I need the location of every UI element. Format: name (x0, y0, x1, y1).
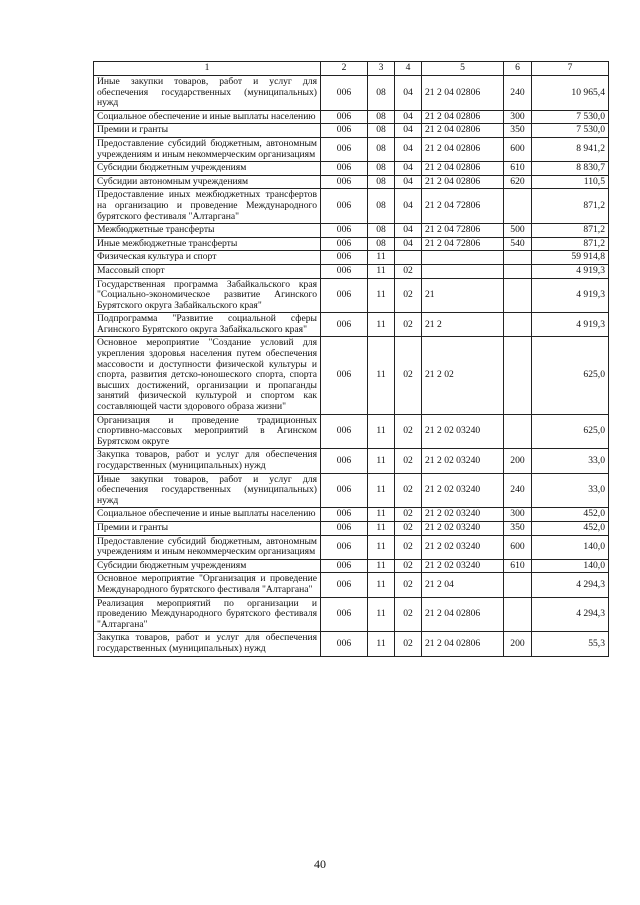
section-code-cell: 11 (368, 264, 395, 278)
subsection-code-cell: 04 (395, 162, 422, 176)
row-name-cell: Премии и гранты (94, 124, 321, 138)
table-row (94, 189, 609, 224)
row-name-cell: Иные закупки товаров, работ и услуг для обеспечения государственных (муниципальных) нужд (94, 473, 321, 508)
ministry-code-cell: 006 (321, 597, 368, 632)
section-code-cell: 08 (368, 137, 395, 161)
row-name-cell: Физическая культура и спорт (94, 251, 321, 265)
row-name-cell: Предоставление субсидий бюджетным, автономным учреждениям и иным некоммерческим организациям (94, 535, 321, 559)
section-code-cell: 08 (368, 189, 395, 224)
target-article-cell: 21 2 02 03240 (422, 414, 504, 449)
subsection-code-cell: 02 (395, 473, 422, 508)
amount-cell: 4 294,3 (532, 597, 609, 632)
amount-cell: 871,2 (532, 237, 609, 251)
ministry-code-cell: 006 (321, 521, 368, 535)
target-article-cell: 21 2 02 03240 (422, 521, 504, 535)
subsection-code-cell: 02 (395, 278, 422, 313)
ministry-code-cell: 006 (321, 224, 368, 238)
header-cell: 1 (94, 62, 321, 76)
subsection-code-cell (395, 251, 422, 265)
row-name-cell: Межбюджетные трансферты (94, 224, 321, 238)
subsection-code-cell: 04 (395, 76, 422, 111)
row-name-cell: Иные закупки товаров, работ и услуг для обеспечения государственных (муниципальных) нужд (94, 76, 321, 111)
subsection-code-cell: 02 (395, 632, 422, 656)
table-row (94, 632, 609, 656)
amount-cell: 140,0 (532, 559, 609, 573)
row-name-cell: Субсидии бюджетным учреждениям (94, 559, 321, 573)
expense-type-cell: 300 (504, 110, 532, 124)
table-row (94, 224, 609, 238)
table-row (94, 521, 609, 535)
target-article-cell: 21 (422, 278, 504, 313)
table-row (94, 337, 609, 414)
subsection-code-cell: 02 (395, 573, 422, 597)
row-name-cell: Предоставление субсидий бюджетным, автономным учреждениям и иным некоммерческим организациям (94, 137, 321, 161)
table-row (94, 278, 609, 313)
section-code-cell: 08 (368, 224, 395, 238)
table-row (94, 449, 609, 473)
table-row (94, 535, 609, 559)
section-code-cell: 08 (368, 124, 395, 138)
budget-table (93, 61, 609, 657)
section-code-cell: 08 (368, 237, 395, 251)
header-cell: 6 (504, 62, 532, 76)
target-article-cell: 21 2 (422, 313, 504, 337)
target-article-cell: 21 2 04 02806 (422, 175, 504, 189)
table-row (94, 124, 609, 138)
expense-type-cell: 600 (504, 535, 532, 559)
header-cell: 3 (368, 62, 395, 76)
row-name-cell: Закупка товаров, работ и услуг для обеспечения государственных (муниципальных) нужд (94, 632, 321, 656)
row-name-cell: Предоставление иных межбюджетных трансфертов на организацию и проведение Международного бурятского фестиваля "Алтаргана" (94, 189, 321, 224)
section-code-cell: 11 (368, 535, 395, 559)
target-article-cell: 21 2 02 (422, 337, 504, 414)
target-article-cell: 21 2 02 03240 (422, 473, 504, 508)
ministry-code-cell: 006 (321, 313, 368, 337)
expense-type-cell: 240 (504, 76, 532, 111)
header-row (94, 62, 609, 76)
expense-type-cell (504, 313, 532, 337)
row-name-cell: Субсидии бюджетным учреждениям (94, 162, 321, 176)
subsection-code-cell: 02 (395, 597, 422, 632)
expense-type-cell: 240 (504, 473, 532, 508)
subsection-code-cell: 04 (395, 110, 422, 124)
table-row (94, 597, 609, 632)
ministry-code-cell: 006 (321, 189, 368, 224)
expense-type-cell (504, 251, 532, 265)
subsection-code-cell: 02 (395, 337, 422, 414)
table-row (94, 76, 609, 111)
subsection-code-cell: 02 (395, 508, 422, 522)
row-name-cell: Закупка товаров, работ и услуг для обеспечения государственных (муниципальных) нужд (94, 449, 321, 473)
expense-type-cell (504, 414, 532, 449)
expense-type-cell (504, 597, 532, 632)
header-cell: 4 (395, 62, 422, 76)
target-article-cell: 21 2 04 02806 (422, 597, 504, 632)
target-article-cell: 21 2 04 72806 (422, 224, 504, 238)
amount-cell: 7 530,0 (532, 110, 609, 124)
ministry-code-cell: 006 (321, 337, 368, 414)
section-code-cell: 08 (368, 110, 395, 124)
subsection-code-cell: 04 (395, 224, 422, 238)
expense-type-cell: 350 (504, 521, 532, 535)
expense-type-cell: 300 (504, 508, 532, 522)
amount-cell: 110,5 (532, 175, 609, 189)
row-name-cell: Массовый спорт (94, 264, 321, 278)
expense-type-cell: 540 (504, 237, 532, 251)
subsection-code-cell: 02 (395, 535, 422, 559)
amount-cell: 55,3 (532, 632, 609, 656)
amount-cell: 625,0 (532, 337, 609, 414)
table-row (94, 508, 609, 522)
section-code-cell: 11 (368, 508, 395, 522)
section-code-cell: 11 (368, 473, 395, 508)
section-code-cell: 11 (368, 521, 395, 535)
table-row (94, 137, 609, 161)
target-article-cell: 21 2 02 03240 (422, 508, 504, 522)
section-code-cell: 11 (368, 573, 395, 597)
expense-type-cell: 600 (504, 137, 532, 161)
subsection-code-cell: 02 (395, 449, 422, 473)
row-name-cell: Государственная программа Забайкальского края "Социально-экономическое развитие Агинского Бурятского округа Забайкальского края" (94, 278, 321, 313)
amount-cell: 8 830,7 (532, 162, 609, 176)
subsection-code-cell: 04 (395, 175, 422, 189)
amount-cell: 4 919,3 (532, 278, 609, 313)
subsection-code-cell: 04 (395, 137, 422, 161)
ministry-code-cell: 006 (321, 508, 368, 522)
target-article-cell: 21 2 04 02806 (422, 124, 504, 138)
row-name-cell: Социальное обеспечение и иные выплаты населению (94, 508, 321, 522)
target-article-cell: 21 2 04 02806 (422, 632, 504, 656)
ministry-code-cell: 006 (321, 414, 368, 449)
row-name-cell: Социальное обеспечение и иные выплаты населению (94, 110, 321, 124)
expense-type-cell: 200 (504, 632, 532, 656)
target-article-cell: 21 2 02 03240 (422, 559, 504, 573)
table-row (94, 251, 609, 265)
amount-cell: 871,2 (532, 189, 609, 224)
subsection-code-cell: 02 (395, 559, 422, 573)
subsection-code-cell: 02 (395, 264, 422, 278)
section-code-cell: 08 (368, 175, 395, 189)
table-row (94, 175, 609, 189)
amount-cell: 452,0 (532, 508, 609, 522)
section-code-cell: 11 (368, 632, 395, 656)
subsection-code-cell: 04 (395, 189, 422, 224)
expense-type-cell (504, 278, 532, 313)
subsection-code-cell: 02 (395, 313, 422, 337)
subsection-code-cell: 04 (395, 237, 422, 251)
section-code-cell: 11 (368, 313, 395, 337)
amount-cell: 33,0 (532, 449, 609, 473)
section-code-cell: 11 (368, 449, 395, 473)
row-name-cell: Субсидии автономным учреждениям (94, 175, 321, 189)
target-article-cell (422, 264, 504, 278)
amount-cell: 7 530,0 (532, 124, 609, 138)
amount-cell: 8 941,2 (532, 137, 609, 161)
ministry-code-cell: 006 (321, 473, 368, 508)
expense-type-cell (504, 337, 532, 414)
expense-type-cell: 500 (504, 224, 532, 238)
section-code-cell: 08 (368, 76, 395, 111)
amount-cell: 4 294,3 (532, 573, 609, 597)
ministry-code-cell: 006 (321, 251, 368, 265)
target-article-cell: 21 2 04 72806 (422, 189, 504, 224)
section-code-cell: 11 (368, 414, 395, 449)
header-cell: 2 (321, 62, 368, 76)
header-cell: 5 (422, 62, 504, 76)
table-row (94, 414, 609, 449)
row-name-cell: Премии и гранты (94, 521, 321, 535)
table-row (94, 559, 609, 573)
amount-cell: 452,0 (532, 521, 609, 535)
row-name-cell: Реализация мероприятий по организации и проведению Международного бурятского фестиваля "Алтаргана" (94, 597, 321, 632)
table-row (94, 473, 609, 508)
expense-type-cell: 610 (504, 559, 532, 573)
ministry-code-cell: 006 (321, 162, 368, 176)
ministry-code-cell: 006 (321, 278, 368, 313)
target-article-cell: 21 2 04 72806 (422, 237, 504, 251)
row-name-cell: Основное мероприятие "Организация и проведение Международного бурятского фестиваля "Алтаргана" (94, 573, 321, 597)
section-code-cell: 11 (368, 559, 395, 573)
header-cell: 7 (532, 62, 609, 76)
section-code-cell: 11 (368, 251, 395, 265)
ministry-code-cell: 006 (321, 76, 368, 111)
section-code-cell: 11 (368, 278, 395, 313)
target-article-cell: 21 2 04 02806 (422, 162, 504, 176)
ministry-code-cell: 006 (321, 559, 368, 573)
target-article-cell: 21 2 04 (422, 573, 504, 597)
table-row (94, 162, 609, 176)
ministry-code-cell: 006 (321, 237, 368, 251)
amount-cell: 625,0 (532, 414, 609, 449)
expense-type-cell (504, 573, 532, 597)
row-name-cell: Иные межбюджетные трансферты (94, 237, 321, 251)
section-code-cell: 08 (368, 162, 395, 176)
amount-cell: 140,0 (532, 535, 609, 559)
amount-cell: 4 919,3 (532, 264, 609, 278)
expense-type-cell (504, 189, 532, 224)
ministry-code-cell: 006 (321, 137, 368, 161)
subsection-code-cell: 02 (395, 414, 422, 449)
subsection-code-cell: 04 (395, 124, 422, 138)
amount-cell: 59 914,8 (532, 251, 609, 265)
table-row (94, 573, 609, 597)
row-name-cell: Основное мероприятие "Создание условий для укрепления здоровья населения путем обеспечения массовости и доступности физической культуры и спорта, развития детско-юношеского спорта, спорта высших достижений, организации и пропаганды занятий физической культурой и спортом как составляющей части здорового образа жизни" (94, 337, 321, 414)
ministry-code-cell: 006 (321, 110, 368, 124)
ministry-code-cell: 006 (321, 632, 368, 656)
ministry-code-cell: 006 (321, 264, 368, 278)
row-name-cell: Подпрограмма "Развитие социальной сферы Агинского Бурятского округа Забайкальского края" (94, 313, 321, 337)
ministry-code-cell: 006 (321, 449, 368, 473)
expense-type-cell: 200 (504, 449, 532, 473)
expense-type-cell: 620 (504, 175, 532, 189)
amount-cell: 4 919,3 (532, 313, 609, 337)
ministry-code-cell: 006 (321, 573, 368, 597)
target-article-cell: 21 2 04 02806 (422, 76, 504, 111)
table-row (94, 264, 609, 278)
target-article-cell: 21 2 04 02806 (422, 110, 504, 124)
amount-cell: 33,0 (532, 473, 609, 508)
table-row (94, 110, 609, 124)
target-article-cell (422, 251, 504, 265)
target-article-cell: 21 2 02 03240 (422, 535, 504, 559)
expense-type-cell: 610 (504, 162, 532, 176)
expense-type-cell (504, 264, 532, 278)
section-code-cell: 11 (368, 337, 395, 414)
page-number: 40 (314, 857, 326, 871)
expense-type-cell: 350 (504, 124, 532, 138)
row-name-cell: Организация и проведение традиционных спортивно-массовых мероприятий в Агинском Бурятском округе (94, 414, 321, 449)
ministry-code-cell: 006 (321, 535, 368, 559)
amount-cell: 10 965,4 (532, 76, 609, 111)
subsection-code-cell: 02 (395, 521, 422, 535)
section-code-cell: 11 (368, 597, 395, 632)
target-article-cell: 21 2 02 03240 (422, 449, 504, 473)
amount-cell: 871,2 (532, 224, 609, 238)
ministry-code-cell: 006 (321, 124, 368, 138)
target-article-cell: 21 2 04 02806 (422, 137, 504, 161)
ministry-code-cell: 006 (321, 175, 368, 189)
table-row (94, 313, 609, 337)
table-row (94, 237, 609, 251)
